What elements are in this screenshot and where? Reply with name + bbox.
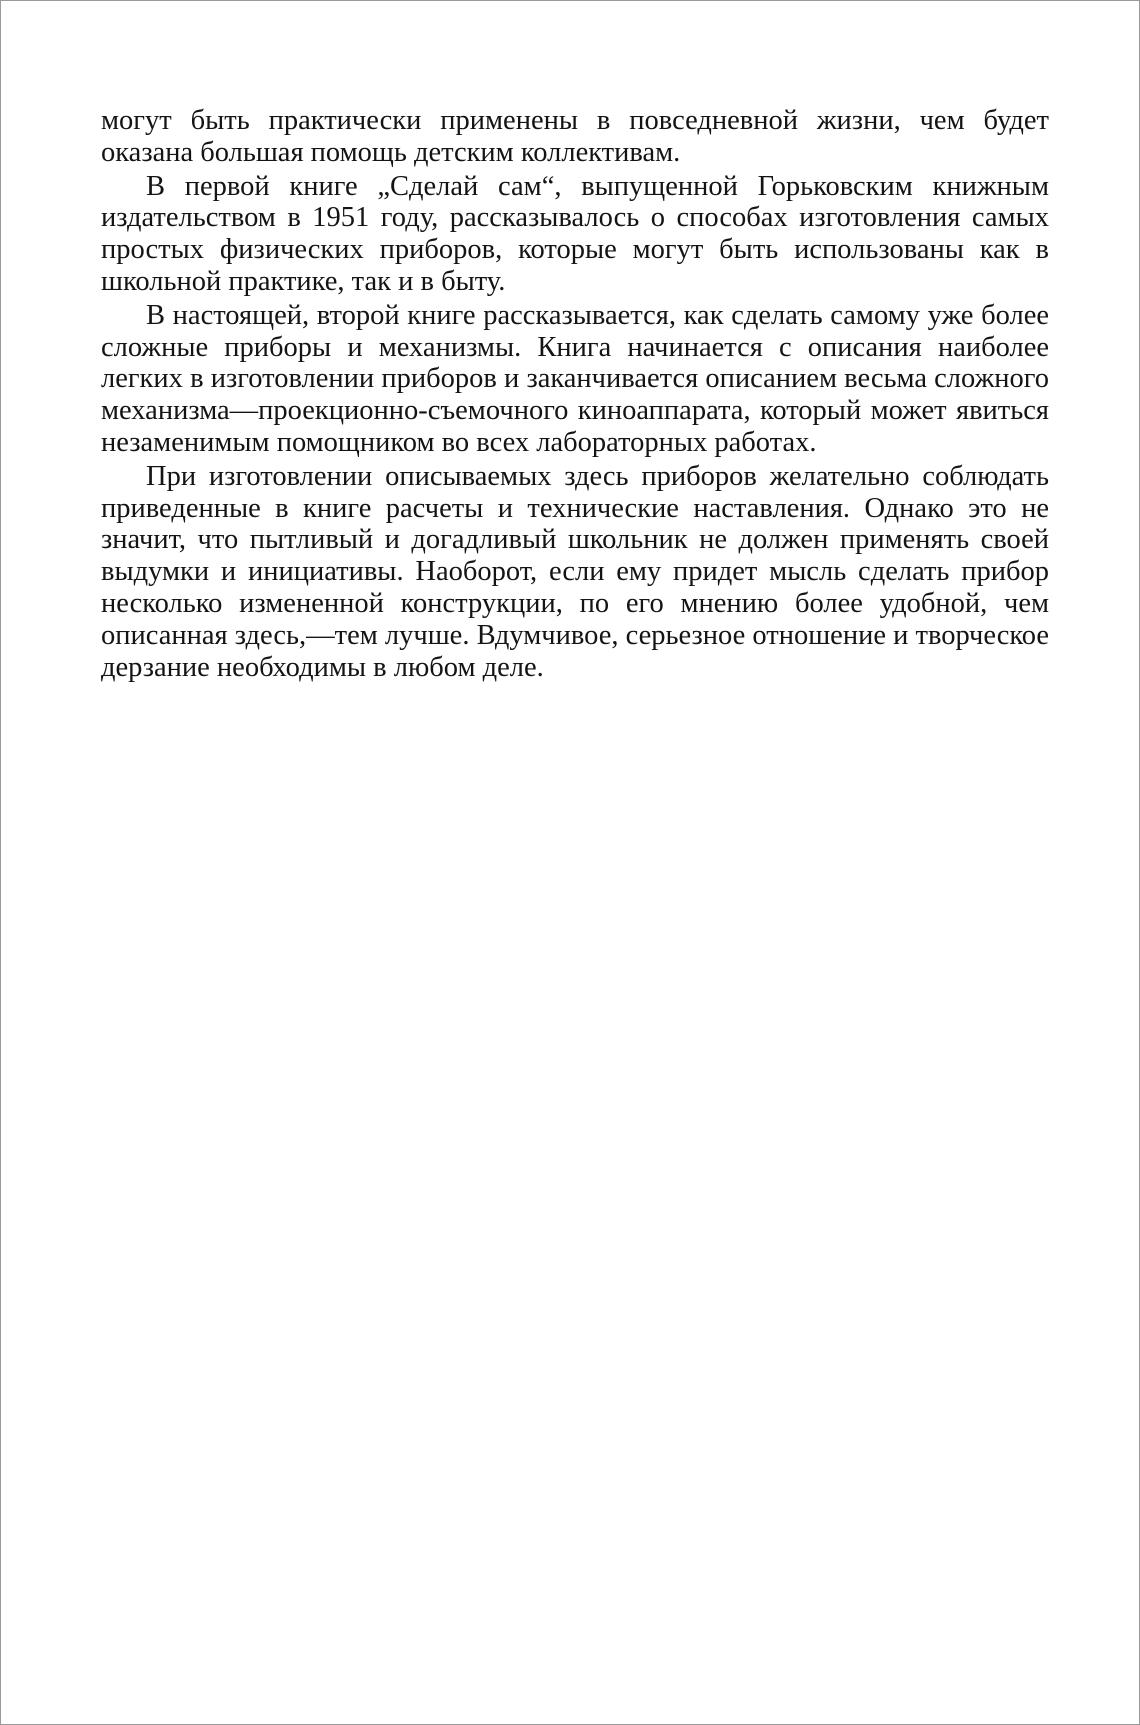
body-text — [101, 105, 1049, 683]
paragraph-second-book: В настоящей, второй книге рассказывается, как сделать самому уже более сложные приборы и механизмы. Книга начинается с описания наиболее легких в изготовлении приборов и заканчивается описанием весьма сложного механизма—проекционно-съемочного киноаппарата, который может явиться незаменимым помощником во всех лабораторных работах. — [101, 299, 1049, 458]
paragraph-instructions: При изготовлении описываемых здесь приборов желательно соблюдать приведенные в книге расчеты и технические наставления. Однако это не значит, что пытливый и догадливый школьник не должен применять своей выдумки и инициативы. Наоборот, если ему придет мысль сделать прибор несколько измененной конструкции, по его мнению более удобной, чем описанная здесь,—тем лучше. Вдумчивое, серьезное отношение и творческое дерзание необходимы в любом деле. — [101, 460, 1049, 683]
paragraph-first-book: В первой книге „Сделай сам“, выпущенной Горьковским книжным издательством в 1951 году, рассказывалось о способах изготовления самых простых физических приборов, которые могут быть использованы как в школьной практике, так и в быту. — [101, 170, 1049, 297]
paragraph-continuation: могут быть практически применены в повседневной жизни, чем будет оказана большая помощь детским коллективам. — [101, 105, 1049, 168]
